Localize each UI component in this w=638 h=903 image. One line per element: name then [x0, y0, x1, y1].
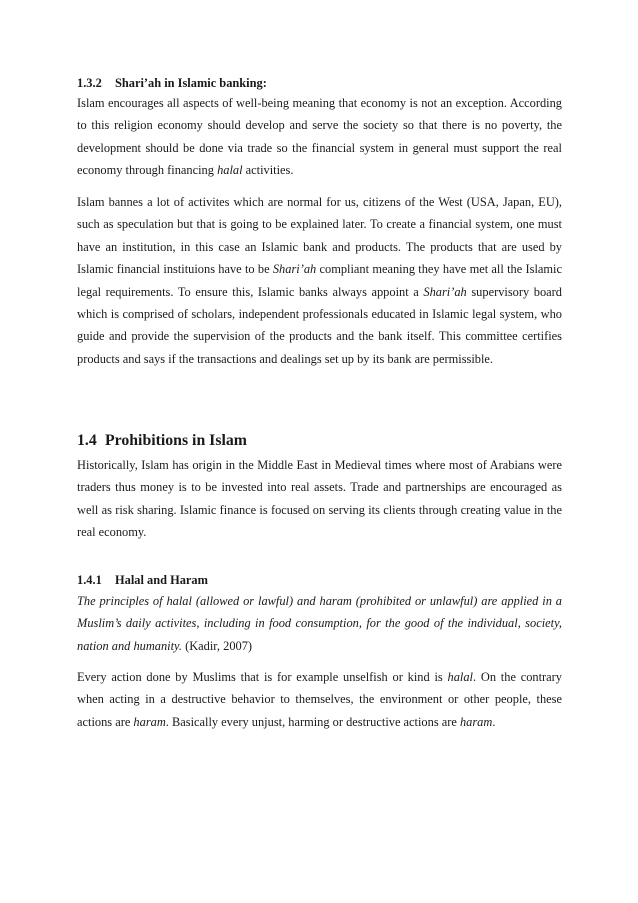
italic-term: halal: [447, 670, 473, 684]
text-run: Every action done by Muslims that is for example unselfish or kind is: [77, 670, 448, 684]
text-run: supervisory board which is comprised of scholars, independent professionals educated in Islamic legal system, who guide and provide the supervision of the products and the bank itself. This committee certifies products and says if the transactions and dealings set up by its bank are permissible.: [77, 284, 562, 366]
text-run: Islam encourages all aspects of well-being meaning that economy is not an exception. According to this religion economy should develop and serve the society so that there is no poverty, the development should be done via trade so the financial system in general must support the real economy through financing: [77, 96, 562, 178]
text-run: . On the contrary when acting in a destructive behavior to themselves, the environment or other people, these actions are: [77, 670, 563, 729]
italic-term: haram: [133, 714, 166, 729]
heading-1-3-2: [77, 73, 562, 93]
text-run: activities.: [242, 163, 294, 178]
text-run: compliant meaning they have met all the Islamic legal requirements. To ensure this, Islamic banks always appoint a: [77, 262, 562, 299]
text-run: . Basically every unjust, harming or destructive actions are: [165, 714, 460, 729]
text-run: Islam bannes a lot of activites which are normal for us, citizens of the West (USA, Japan, EU), such as speculation but that is going to be explained later. To create a financial system, one must have an institution, in this case an Islamic bank and products. The products that are used by Islamic financial instituions have to be: [77, 195, 562, 277]
paragraph-prohibitions: Historically, Islam has origin in the Middle East in Medieval times where most of Arabians were traders thus money is to be invested into real assets. Trade and partnerships are encouraged as well as risk sharing. Islamic finance is focused on serving its clients through creating value in the real economy.: [77, 458, 562, 540]
heading-1-4: [77, 431, 562, 451]
paragraph-quote: [77, 590, 562, 657]
heading-title: Shari’ah in Islamic banking:: [115, 76, 267, 90]
citation: (Kadir, 2007): [181, 638, 253, 653]
paragraph-shariah-1: [77, 92, 562, 182]
heading-title: Halal and Haram: [115, 573, 208, 587]
quote-text: The principles of halal (allowed or lawful) and haram (prohibited or unlawful) are applied in a Muslim’s daily activites, including in food consumption, for the good of the individual, society, nation and humanity.: [77, 594, 562, 653]
paragraph-shariah-2: [77, 191, 562, 370]
paragraph-halal-haram: [77, 666, 562, 733]
italic-term: haram: [459, 714, 493, 729]
italic-term: Shari’ah: [423, 284, 467, 299]
heading-title: Prohibitions in Islam: [105, 432, 247, 449]
heading-1-4-1: [77, 570, 562, 590]
heading-number: 1.3.2: [77, 76, 102, 90]
heading-number: 1.4.1: [77, 573, 102, 587]
italic-term: halal: [217, 163, 243, 178]
text-run: .: [492, 714, 496, 729]
italic-term: Shari’ah: [272, 262, 317, 277]
heading-number: 1.4: [77, 432, 97, 449]
